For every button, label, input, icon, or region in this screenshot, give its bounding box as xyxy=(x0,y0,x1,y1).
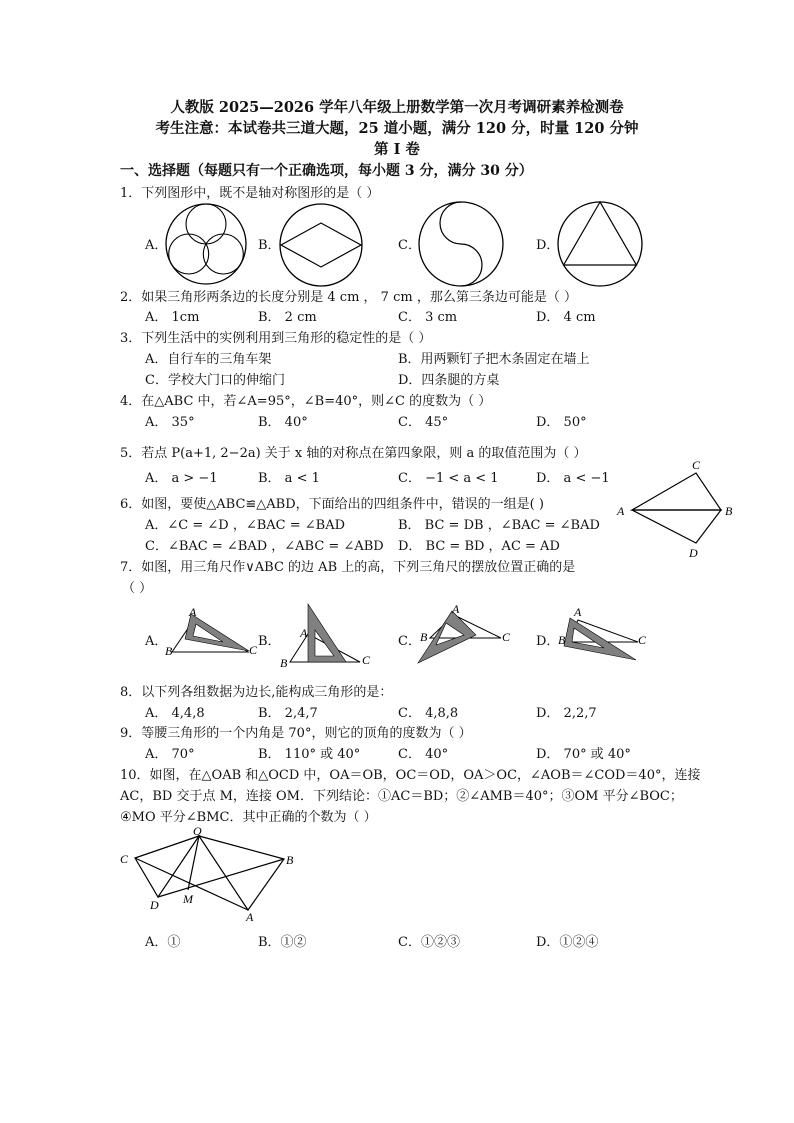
q7c-label-c: C xyxy=(502,630,511,644)
q7c-label-b: B xyxy=(420,630,428,644)
q4-option-c: C． 45° xyxy=(398,415,449,430)
q1-figure-c xyxy=(418,201,504,287)
q1-option-c: C． xyxy=(398,238,421,253)
q10-label-b: B xyxy=(286,853,294,867)
q7-figure-c xyxy=(416,602,521,667)
q6-option-d: D． BC = BD ，AC = AD xyxy=(398,539,560,554)
q7b-label-c: C xyxy=(362,653,371,667)
q6-label-a: A xyxy=(617,504,625,518)
q8-option-c: C． 4,8,8 xyxy=(398,706,459,721)
q3-stem: 3．下列生活中的实例利用到三角形的稳定性的是（ ） xyxy=(120,331,432,346)
q7-option-b: B． xyxy=(258,634,281,649)
q7b-label-b: B xyxy=(280,656,288,670)
q1-option-a: A． xyxy=(145,238,168,253)
q2-option-b: B． 2 cm xyxy=(258,310,317,325)
q5-option-b: B． a < 1 xyxy=(258,471,320,486)
q10-label-m: M xyxy=(183,892,193,906)
q6-option-c: C．∠BAC = ∠BAD ，∠ABC = ∠ABD xyxy=(145,539,384,554)
q3-option-b: B．用两颗钉子把木条固定在墙上 xyxy=(398,352,590,367)
q9-option-b: B． 110° 或 40° xyxy=(258,747,361,762)
q4-option-b: B． 40° xyxy=(258,415,308,430)
q10-option-b: B．①② xyxy=(258,935,307,950)
q4-stem: 4．在△ABC 中，若∠A=95°，∠B=40°，则∠C 的度数为（ ） xyxy=(120,394,492,409)
exam-notice: 考生注意：本试卷共三道大题，25 道小题，满分 120 分，时量 120 分钟 xyxy=(155,120,639,137)
q2-option-a: A． 1cm xyxy=(145,310,200,325)
q7-option-d: D． xyxy=(536,634,560,649)
q10-line2: AC，BD 交于点 M，连接 OM．下列结论：①AC＝BD；②∠AMB＝40°；③OM 平分∠BOC； xyxy=(120,789,683,804)
q10-label-a: A xyxy=(246,910,254,924)
q7-option-a: A． xyxy=(145,634,168,649)
q6-label-d: D xyxy=(689,546,698,560)
q6-option-a: A．∠C = ∠D ，∠BAC = ∠BAD xyxy=(145,518,346,533)
q1-figure-a xyxy=(165,203,247,285)
q10-line1: 10．如图，在△OAB 和△OCD 中，OA＝OB，OC＝OD，OA＞OC，∠AOB＝∠COD＝40°，连接 xyxy=(120,768,701,783)
q7a-label-c: C xyxy=(249,643,258,657)
q4-option-d: D． 50° xyxy=(536,415,587,430)
volume-label: 第 I 卷 xyxy=(374,141,420,158)
q9-option-a: A． 70° xyxy=(145,747,195,762)
q5-stem: 5．若点 P(a+1, 2−2a) 关于 x 轴的对称点在第四象限，则 a 的取值范围为（ ） xyxy=(120,446,587,461)
q4-option-a: A． 35° xyxy=(145,415,195,430)
q10-label-d: D xyxy=(150,898,159,912)
q1-option-d: D． xyxy=(536,238,560,253)
q2-option-d: D． 4 cm xyxy=(536,310,596,325)
q1-figure-b xyxy=(279,203,363,287)
q3-option-c: C．学校大门口的伸缩门 xyxy=(145,373,285,388)
q5-option-d: D． a < −1 xyxy=(536,471,610,486)
q7d-label-c: C xyxy=(638,633,647,647)
q10-figure xyxy=(116,823,306,926)
q7-option-c: C． xyxy=(398,634,421,649)
q6-stem: 6．如图，要使△ABC≌△ABD，下面给出的四组条件中，错误的一组是( ) xyxy=(120,497,544,512)
q7b-label-a: A xyxy=(300,626,308,640)
q7-stem: 7．如图，用三角尺作∨ABC 的边 AB 上的高，下列三角尺的摆放位置正确的是 xyxy=(120,560,576,575)
q8-option-a: A． 4,4,8 xyxy=(145,706,205,721)
q7a-label-b: B xyxy=(165,644,173,658)
q10-label-c: C xyxy=(120,852,129,866)
q2-option-c: C． 3 cm xyxy=(398,310,458,325)
q10-option-d: D．①②④ xyxy=(536,935,599,950)
q6-figure xyxy=(615,455,745,563)
q9-option-c: C． 40° xyxy=(398,747,449,762)
q6-label-b: B xyxy=(725,504,733,518)
q7c-label-a: A xyxy=(452,602,460,616)
q7-stem-paren: （ ） xyxy=(122,581,153,596)
q7-figure-b xyxy=(278,600,373,672)
q8-stem: 8．以下列各组数据为边长,能构成三角形的是： xyxy=(120,685,393,700)
q8-option-b: B． 2,4,7 xyxy=(258,706,318,721)
q1-option-b: B． xyxy=(258,238,281,253)
exam-title: 人教版 2025—2026 学年八年级上册数学第一次月考调研素养检测卷 xyxy=(170,99,624,116)
q5-option-c: C． −1 < a < 1 xyxy=(398,471,499,486)
q8-option-d: D． 2,2,7 xyxy=(536,706,597,721)
q10-line3: ④MO 平分∠BMC．其中正确的个数为（ ） xyxy=(120,810,377,825)
q1-stem: 1．下列图形中，既不是轴对称图形的是（ ） xyxy=(120,186,380,201)
q3-option-d: D．四条腿的方桌 xyxy=(398,373,500,388)
q7-figure-d xyxy=(556,606,656,664)
q6-option-b: B． BC = DB ，∠BAC = ∠BAD xyxy=(398,518,600,533)
q2-stem: 2．如果三角形两条边的长度分别是 4 cm ， 7 cm ，那么第三条边可能是（ ） xyxy=(120,290,577,305)
q7d-label-a: A xyxy=(574,605,582,619)
q10-option-a: A．① xyxy=(145,935,181,950)
q5-option-a: A． a > −1 xyxy=(145,471,218,486)
q7-figure-a xyxy=(165,605,260,660)
q9-option-d: D． 70° 或 40° xyxy=(536,747,631,762)
q6-label-c: C xyxy=(692,458,701,472)
q7d-label-b: B xyxy=(558,633,566,647)
q10-option-c: C．①②③ xyxy=(398,935,460,950)
q7a-label-a: A xyxy=(189,605,197,619)
q10-label-o: O xyxy=(193,824,202,838)
q9-stem: 9．等腰三角形的一个内角是 70°，则它的顶角的度数为（ ） xyxy=(120,726,472,741)
q1-figure-d xyxy=(557,201,643,287)
q3-option-a: A．自行车的三角车架 xyxy=(145,352,272,367)
section-heading: 一、选择题（每题只有一个正确选项，每小题 3 分，满分 30 分） xyxy=(120,163,533,179)
